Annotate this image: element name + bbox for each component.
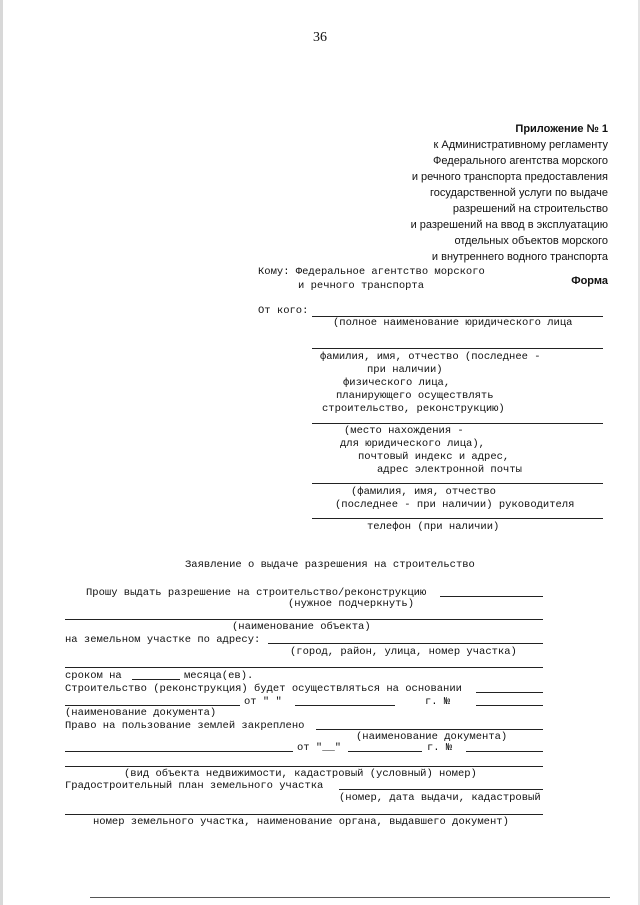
address-hint-4: адрес электронной почты: [377, 464, 522, 476]
sender-org-hint: (полное наименование юридического лица: [333, 317, 573, 329]
sender-person-line: [312, 348, 603, 349]
gpzu-hint: (номер, дата выдачи, кадастровый: [339, 792, 541, 804]
address-hint-1: (место нахождения -: [344, 425, 464, 437]
phone-hint: телефон (при наличии): [367, 521, 500, 533]
land-right-city-no: г. №: [427, 742, 453, 754]
gpzu-text: Градостроительный план земельного участка: [65, 780, 324, 792]
address-hint-2: для юридического лица),: [340, 438, 485, 450]
request-text: Прошу выдать разрешение на строительство/реконструкцию: [86, 587, 427, 599]
property-line: [65, 766, 543, 767]
address-continue-line: [65, 667, 543, 668]
land-right-number-line: [466, 751, 543, 752]
person-hint-2: при наличии): [367, 364, 443, 376]
term-line: [132, 679, 180, 680]
appendix-line-9: и внутреннего водного транспорта: [431, 251, 608, 263]
page-bottom-edge: [90, 897, 610, 898]
appendix-line-5: государственной услуги по выдаче: [429, 187, 608, 199]
basis-number-line: [476, 705, 543, 706]
addressee-line-2: и речного транспорта: [298, 280, 425, 292]
form-label: Форма: [571, 275, 608, 287]
person-hint-1: фамилия, имя, отчество (последнее -: [320, 351, 541, 363]
address-hint-3: почтовый индекс и адрес,: [358, 451, 510, 463]
sender-label: От кого:: [258, 305, 309, 317]
object-line: [65, 619, 543, 620]
gpzu-hint-2: номер земельного участка, наименование органа, выдавшего документ): [93, 816, 509, 828]
head-hint-2: (последнее - при наличии) руководителя: [335, 499, 575, 511]
address-hint: (город, район, улица, номер участка): [290, 646, 517, 658]
appendix-line-2: к Административному регламенту: [433, 139, 608, 151]
gpzu-line: [339, 789, 543, 790]
page-number: 36: [313, 30, 327, 45]
sender-head-line: [312, 483, 603, 484]
sender-address-line: [312, 423, 603, 424]
land-right-text: Право на пользование землей закреплено: [65, 720, 305, 732]
basis-city-no: г. №: [425, 696, 451, 708]
basis-doc-line: [65, 705, 240, 706]
appendix-line-3: Федерального агентства морского: [433, 155, 608, 167]
land-right-doc-line: [65, 751, 293, 752]
object-hint: (наименование объекта): [232, 621, 371, 633]
appendix-line-4: и речного транспорта предоставления: [411, 171, 608, 183]
doc-name-hint-2: (наименование документа): [356, 731, 508, 743]
gpzu-continue-line: [65, 814, 543, 815]
person-hint-3: физического лица,: [343, 377, 451, 389]
doc-name-hint: (наименование документа): [65, 707, 217, 719]
request-line: [440, 596, 543, 597]
basis-line: [476, 692, 543, 693]
page-edge-left: [0, 0, 3, 905]
basis-from-date: от " ": [244, 696, 282, 708]
appendix-line-1: Приложение № 1: [515, 123, 608, 135]
sender-phone-line: [312, 518, 603, 519]
appendix-line-7: и разрешений на ввод в эксплуатацию: [410, 219, 608, 231]
appendix-line-6: разрешений на строительство: [452, 203, 608, 215]
basis-date-line: [295, 705, 395, 706]
person-hint-5: строительство, реконструкцию): [322, 403, 505, 415]
basis-text: Строительство (реконструкция) будет осуществляться на основании: [65, 683, 462, 695]
statement-title: Заявление о выдаче разрешения на строительство: [185, 559, 475, 571]
term-prefix: сроком на: [65, 670, 122, 682]
land-right-date-line: [348, 751, 422, 752]
addressee-line-1: Кому: Федеральное агентство морского: [258, 266, 485, 278]
land-right-line: [316, 729, 543, 730]
property-hint: (вид объекта недвижимости, кадастровый (условный) номер): [124, 768, 477, 780]
person-hint-4: планирующего осуществлять: [336, 390, 494, 402]
head-hint-1: (фамилия, имя, отчество: [351, 486, 496, 498]
land-right-from-date: от "__": [297, 742, 342, 754]
land-address-line: [268, 643, 543, 644]
land-address-label: на земельном участке по адресу:: [65, 634, 261, 646]
appendix-line-8: отдельных объектов морского: [454, 235, 608, 247]
term-suffix: месяца(ев).: [184, 670, 254, 682]
underline-hint: (нужное подчеркнуть): [288, 598, 415, 610]
